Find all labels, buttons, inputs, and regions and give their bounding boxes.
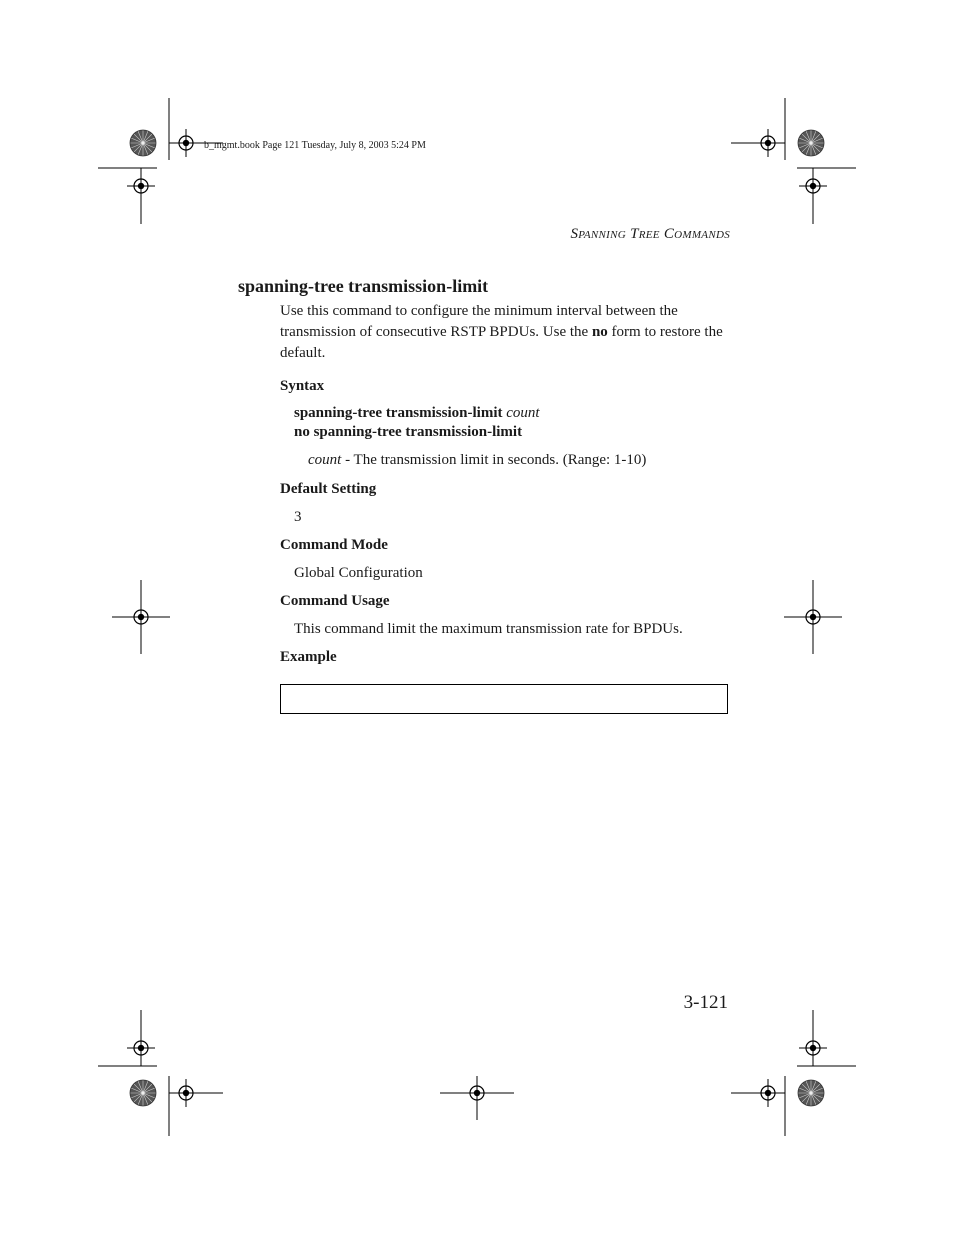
syntax-no-command: no spanning-tree transmission-limit: [294, 424, 523, 440]
print-slug: b_mgmt.book Page 121 Tuesday, July 8, 2003 5:24 PM: [204, 140, 426, 151]
parameter-description: [308, 452, 646, 469]
parameter-text: - The transmission limit in seconds. (Range: 1-10): [341, 452, 647, 468]
default-setting-value: 3: [294, 509, 302, 525]
syntax-line-2: [294, 424, 522, 441]
description-keyword: no: [591, 324, 608, 340]
running-head: Spanning Tree Commands: [570, 226, 730, 242]
description-text-end: form to restore the default.: [280, 324, 723, 361]
command-usage-text: This command limit the maximum transmission rate for BPDUs.: [294, 621, 683, 637]
command-mode-value: Global Configuration: [294, 565, 423, 581]
command-mode-heading: Command Mode: [280, 537, 388, 553]
syntax-line-1: [294, 405, 540, 422]
example-box: [280, 684, 728, 714]
syntax-command: spanning-tree transmission-limit: [294, 405, 503, 421]
syntax-heading: Syntax: [280, 378, 325, 394]
example-heading: Example: [280, 649, 337, 665]
command-usage-heading: Command Usage: [280, 593, 390, 609]
syntax-argument: count: [506, 405, 540, 421]
description-text-start: Use this command to configure the minimum interval between the transmission of consecutive RSTP BPDUs. Use the: [280, 303, 678, 340]
parameter-name: count: [308, 452, 342, 468]
command-description: [280, 301, 732, 364]
command-title: spanning-tree transmission-limit: [238, 276, 489, 296]
page-number: 3-121: [683, 992, 728, 1013]
default-setting-heading: Default Setting: [280, 481, 377, 497]
